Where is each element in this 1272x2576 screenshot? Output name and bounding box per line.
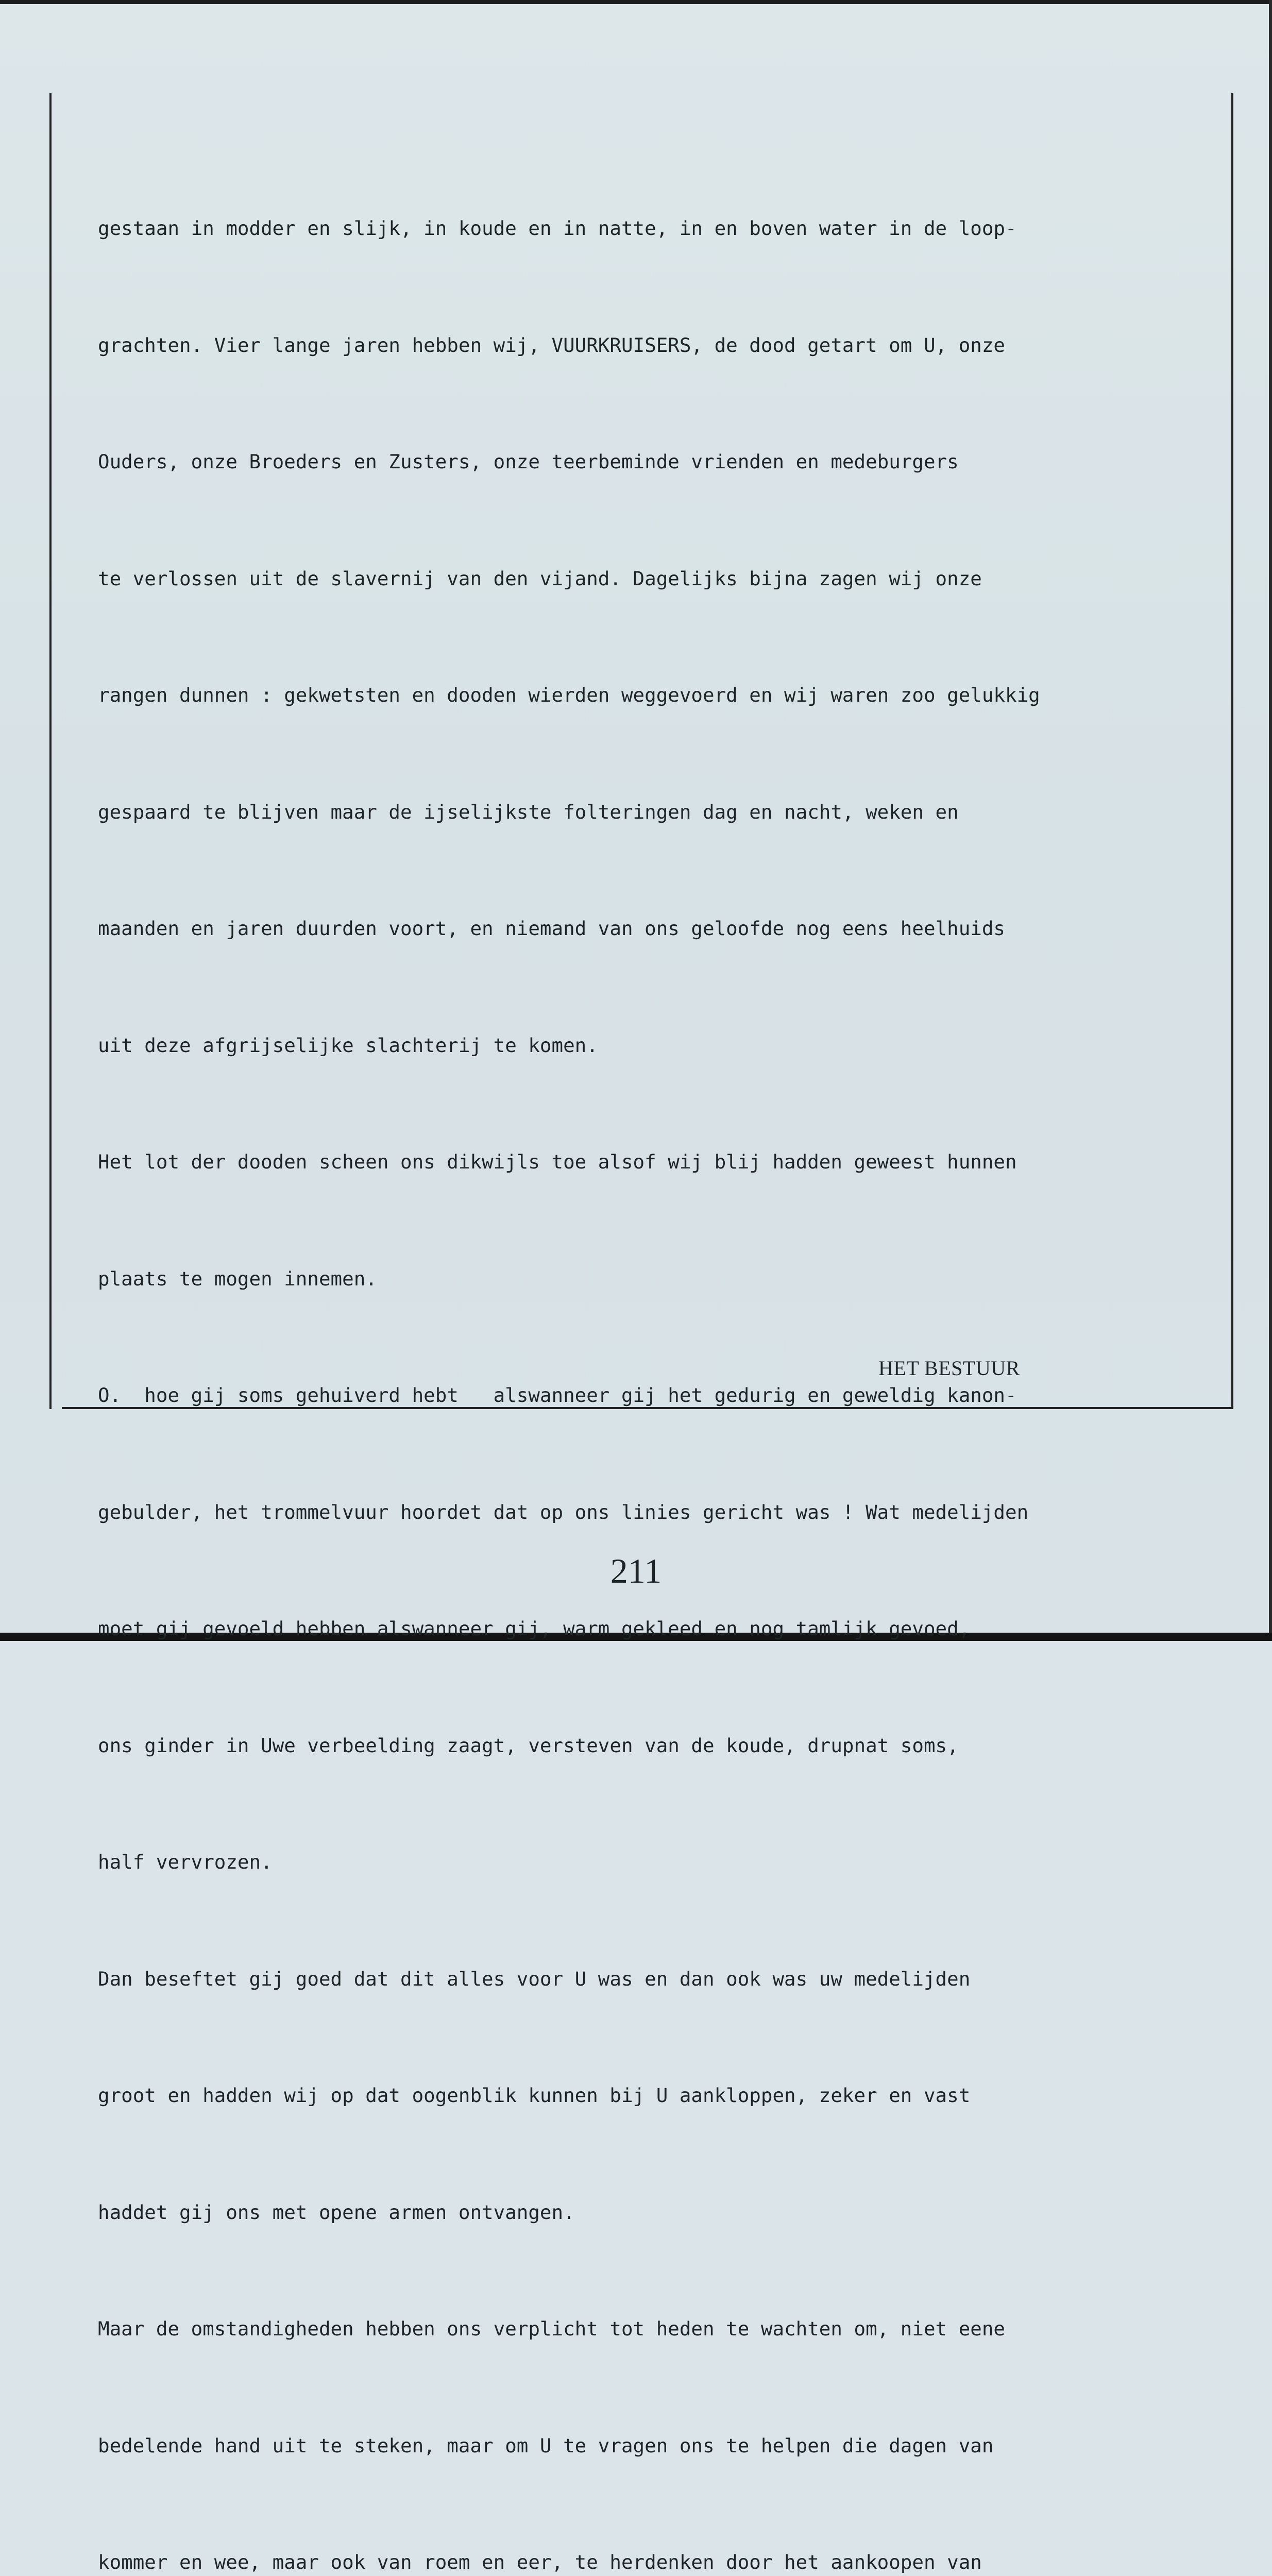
letter-line: Ouders, onze Broeders en Zusters, onze teerbeminde vrienden en medeburgers (98, 450, 959, 473)
scan-right-edge (1269, 0, 1272, 1641)
letter-line: bedelende hand uit te steken, maar om U te vragen ons te helpen die dagen van (98, 2434, 994, 2457)
letter-line: rangen dunnen : gekwetsten en dooden wierden weggevoerd en wij waren zoo gelukkig (98, 684, 1040, 706)
letter-line: gestaan in modder en slijk, in koude en in natte, in en boven water in de loop- (98, 217, 1017, 240)
letter-line: Het lot der dooden scheen ons dikwijls toe alsof wij blij hadden geweest hunnen (98, 1150, 1017, 1173)
letter-line: grachten. Vier lange jaren hebben wij, VUURKRUISERS, de dood getart om U, onze (98, 333, 1005, 357)
letter-line: Dan beseftet gij goed dat dit alles voor U was en dan ook was uw medelijden (98, 1967, 971, 1990)
letter-line: kommer en wee, maar ook van roem en eer, te herdenken door het aankoopen van (98, 2551, 982, 2573)
letter-line: gespaard te blijven maar de ijselijkste folteringen dag en nacht, weken en (98, 800, 959, 823)
letter-line: half vervrozen. (98, 1851, 273, 1873)
letter-line: haddet gij ons met opene armen ontvangen. (98, 2200, 575, 2224)
letter-body (98, 131, 1216, 2576)
letter-line: O. hoe gij soms gehuiverd hebt alswanneer gij het gedurig en geweldig kanon- (98, 1384, 1017, 1406)
frame-right-rule (1231, 93, 1233, 1409)
letter-line: gebulder, het trommelvuur hoordet dat op ons linies gericht was ! Wat medelijden (98, 1500, 1029, 1523)
letter-line: groot en hadden wij op dat oogenblik kunnen bij U aankloppen, zeker en vast (98, 2084, 971, 2107)
frame-left-rule (49, 93, 52, 1409)
letter-line: maanden en jaren duurden voort, en niemand van ons geloofde nog eens heelhuids (98, 917, 1005, 940)
letter-line: plaats te mogen innemen. (98, 1267, 377, 1290)
scan-top-edge (0, 0, 1272, 4)
page-number: 211 (610, 1551, 662, 1590)
signature: HET BESTUUR (878, 1357, 1020, 1380)
letter-line: uit deze afgrijselijke slachterij te komen. (98, 1033, 598, 1057)
letter-line: te verlossen uit de slavernij van den vijand. Dagelijks bijna zagen wij onze (98, 567, 982, 590)
letter-line: ons ginder in Uwe verbeelding zaagt, versteven van de koude, drupnat soms, (98, 1734, 959, 1757)
letter-line: moet gij gevoeld hebben alswanneer gij, warm gekleed en nog tamlijk gevoed, (98, 1617, 971, 1640)
letter-line: Maar de omstandigheden hebben ons verplicht tot heden te wachten om, niet eene (98, 2317, 1005, 2340)
